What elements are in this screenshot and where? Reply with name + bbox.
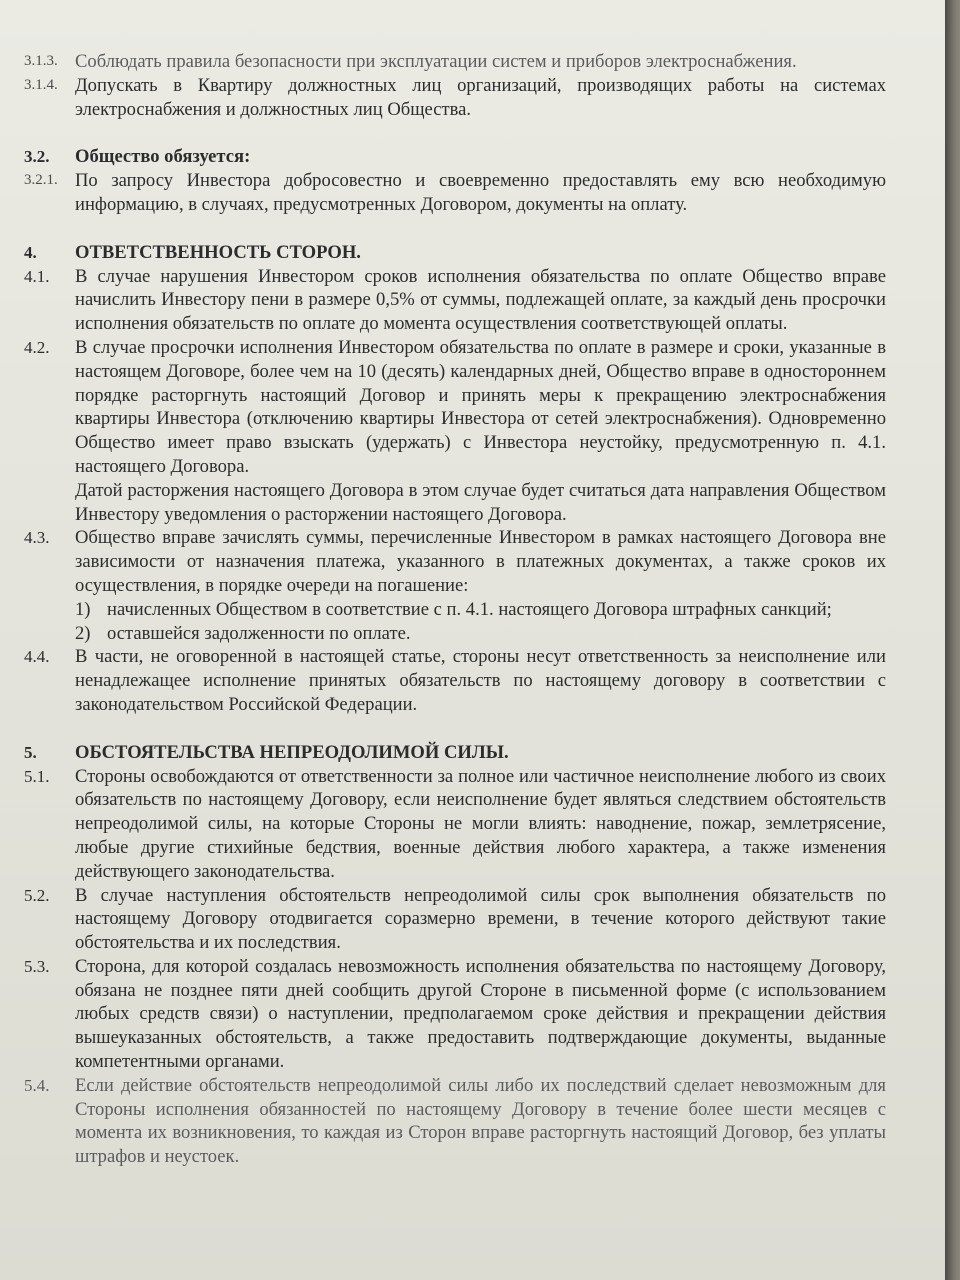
clause-5-4 <box>24 1074 886 1169</box>
section-heading-4 <box>24 241 886 265</box>
clause-number: 4.1. <box>24 266 50 286</box>
clause-4-3-subitem <box>24 598 886 622</box>
clause-number: 5.4. <box>24 1075 50 1095</box>
clause-3-2-1 <box>24 169 886 217</box>
clause-number: 4.3. <box>24 528 50 548</box>
clause-5-2 <box>24 884 886 955</box>
clause-number: 5.1. <box>24 766 50 786</box>
clause-text: По запросу Инвестора добросовестно и своевременно предоставлять ему всю необходимую информацию, в случаях, предусмотренных Договором, документы на оплату. <box>75 170 886 215</box>
clause-4-1 <box>24 265 886 336</box>
clause-3-1-4 <box>24 74 886 122</box>
clause-4-3-subitem <box>24 622 886 646</box>
section-title: ОБСТОЯТЕЛЬСТВА НЕПРЕОДОЛИМОЙ СИЛЫ. <box>75 741 509 763</box>
clause-5-3 <box>24 955 886 1074</box>
document-body <box>24 50 886 1169</box>
page-edge-shadow <box>945 0 960 1280</box>
clause-number: 3.1.4. <box>24 76 58 93</box>
section-number: 4. <box>24 242 37 262</box>
clause-text: Соблюдать правила безопасности при эксплуатации систем и приборов электроснабжения. <box>75 51 797 72</box>
section-heading-3-2 <box>24 145 886 169</box>
subitem-text: оставшейся задолженности по оплате. <box>107 622 411 644</box>
section-heading-5 <box>24 741 886 765</box>
subitem-text: начисленных Обществом в соответствие с п. 4.1. настоящего Договора штрафных санкций; <box>107 598 832 620</box>
clause-number: 5.3. <box>24 956 50 976</box>
clause-text: В случае просрочки исполнения Инвестором обязательства по оплате в размере и сроки, указанные в настоящем Договоре, более чем на 10 (десять) календарных дней, Общество вправе в одностороннем порядке расторгнуть настоящий Договор и принять меры к прекращению электроснабжения квартиры Инвестора (отключению квартиры Инвестора от сетей электроснабжения). Одновременно Общество имеет право взыскать (удержать) с Инвестора неустойку, предусмотренную п. 4.1. настоящего Договора. <box>75 336 886 477</box>
section-title: Общество обязуется: <box>75 146 251 168</box>
clause-number: 4.2. <box>24 337 50 357</box>
section-title: ОТВЕТСТВЕННОСТЬ СТОРОН. <box>75 241 361 263</box>
clause-text: Если действие обстоятельств непреодолимой силы либо их последствий сделает невозможным для Стороны исполнения обязанностей по настоящему Договору в течение более шести месяцев с момента их возникновения, то каждая из Сторон вправе расторгнуть настоящий Договор, без уплаты штрафов и неустоек. <box>75 1074 886 1168</box>
clause-number: 4.4. <box>24 647 50 667</box>
clause-text: Сторона, для которой создалась невозможность исполнения обязательства по настоящему Договору, обязана не позднее пяти дней сообщить другой Стороне в письменной форме (с использованием любых средств связи) о наступлении, предполагаемом сроке действия и прекращении действия вышеуказанных обстоятельств, а также предоставить подтверждающие документы, выданные компетентными органами. <box>75 955 886 1073</box>
clause-text: В случае наступления обстоятельств непреодолимой силы срок выполнения обязательств по настоящему Договору отодвигается соразмерно времени, в течение которого действуют такие обстоятельства и их последствия. <box>75 884 886 954</box>
clause-text: Общество вправе зачислять суммы, перечисленные Инвестором в рамках настоящего Договора вне зависимости от назначения платежа, указанного в платежных документах, а также сроков их осуществления, в порядке очереди на погашение: <box>75 527 886 596</box>
clause-4-3 <box>24 526 886 597</box>
clause-3-1-3 <box>24 50 886 74</box>
clause-number: 3.1.3. <box>24 53 58 69</box>
clause-number: 3.2.1. <box>24 172 58 189</box>
subitem-number: 2) <box>75 622 91 644</box>
subitem-number: 1) <box>75 598 91 620</box>
clause-4-2-paragraph: Датой расторжения настоящего Договора в этом случае будет считаться дата направления Обществом Инвестору уведомления о расторжении настоящего Договора. <box>75 479 886 525</box>
clause-5-1 <box>24 765 886 884</box>
clause-text: Допускать в Квартиру должностных лиц организаций, производящих работы на системах электроснабжения и должностных лиц Общества. <box>75 74 886 120</box>
section-number: 5. <box>24 742 37 762</box>
clause-text: Стороны освобождаются от ответственности за полное или частичное неисполнение любого из своих обязательств по настоящему Договору, если неисполнение будет являться следствием обстоятельств непреодолимой силы, на которые Стороны не могли влиять: наводнение, пожар, землетрясение, любые другие стихийные бедствия, военные действия любого характера, а также изменения действующего законодательства. <box>75 765 886 882</box>
clause-text: В случае нарушения Инвестором сроков исполнения обязательства по оплате Общество вправе начислить Инвестору пени в размере 0,5% от суммы, подлежащей оплате, за каждый день просрочки исполнения обязательств по оплате до момента осуществления соответствующей оплаты. <box>75 265 886 335</box>
clause-number: 5.2. <box>24 885 50 905</box>
clause-4-4 <box>24 645 886 716</box>
section-number: 3.2. <box>24 147 50 167</box>
clause-text: В части, не оговоренной в настоящей статье, стороны несут ответственность за неисполнение или ненадлежащее исполнение принятых обязательств по настоящему договору в соответствии с законодательством Российской Федерации. <box>75 646 886 715</box>
clause-4-2 <box>24 336 886 479</box>
